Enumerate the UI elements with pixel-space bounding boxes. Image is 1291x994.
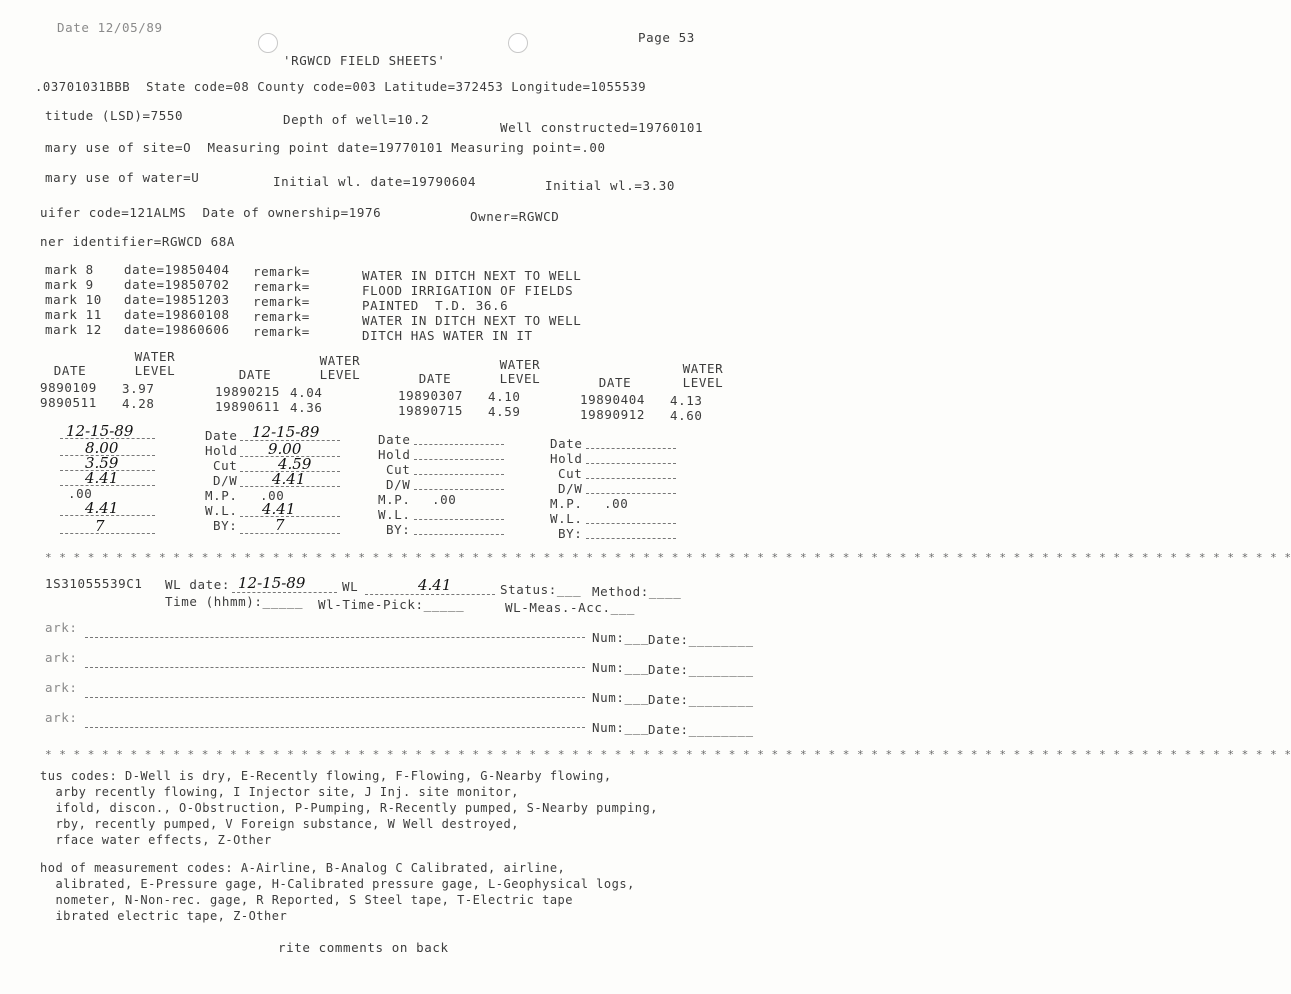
wl-value: 4.28: [122, 396, 155, 411]
binder-hole-left: [258, 33, 278, 53]
entry4-date-line[interactable]: [586, 448, 676, 449]
wl-date-value: 12-15-89: [238, 574, 306, 592]
entry4-wl-line[interactable]: [586, 523, 676, 524]
comment-prefix: ark:: [45, 620, 78, 635]
comment-line[interactable]: [85, 667, 585, 668]
well-constructed: Well constructed=19760101: [500, 120, 704, 135]
date-field[interactable]: Date:________: [648, 722, 754, 737]
primary-use-of-site: mary use of site=O Measuring point date=19770101 Measuring point=.00: [45, 140, 606, 155]
wl-date: 19890912: [580, 407, 646, 422]
col1-header-date: DATE: [53, 363, 87, 378]
wl-value: 4.41: [418, 576, 452, 594]
initial-wl-date: Initial wl. date=19790604: [273, 174, 477, 189]
comment-prefix: ark:: [45, 710, 78, 725]
wl-date: 9890109: [40, 380, 97, 395]
altitude: titude (LSD)=7550: [45, 108, 184, 123]
footer-note: rite comments on back: [278, 940, 449, 955]
entry4-dw-label: D/W: [558, 481, 583, 496]
wl-meas-acc-field[interactable]: WL-Meas.-Acc.___: [505, 600, 636, 615]
entry4-mp-label: M.P.: [550, 496, 583, 511]
status-codes-legend: tus codes: D-Well is dry, E-Recently flowing, F-Flowing, G-Nearby flowing, arby recently flowing, I Injector site, J Inj. site monitor, ifold, discon., O-Obstruction, P-Pumping, R-Recently pumped, S-Nearby pumping, rby, recently pumped, V Foreign substance, W Well destroyed, rface water effects, Z-Other: [40, 769, 658, 847]
entry4-hold-label: Hold: [550, 451, 583, 466]
print-date: Date 12/05/89: [57, 20, 163, 35]
entry2-mp: .00: [260, 488, 285, 503]
remark-num: mark 12: [45, 322, 102, 337]
remark-date: date=19851203: [124, 292, 230, 307]
col2-header-water: WATER: [319, 353, 361, 368]
entry4-mp: .00: [604, 496, 629, 511]
entry1-by: 7: [95, 517, 105, 535]
entry3-cut-line[interactable]: [414, 474, 504, 475]
remark-num: mark 8: [45, 262, 102, 277]
entry1-mp: .00: [68, 486, 93, 501]
num-field[interactable]: Num:___: [592, 630, 649, 645]
remark-text: PAINTED T.D. 36.6: [362, 298, 509, 313]
col4-header-date: DATE: [598, 375, 632, 390]
entry1-by-line[interactable]: [60, 533, 155, 534]
remark-text: WATER IN DITCH NEXT TO WELL: [362, 268, 582, 283]
entry4-dw-line[interactable]: [586, 493, 676, 494]
entry2-cut-label: Cut: [213, 458, 238, 473]
col3-header-date: DATE: [418, 371, 452, 386]
wl-value: 4.10: [488, 389, 521, 404]
col4-header-water: WATER: [682, 361, 724, 376]
wl-date-line[interactable]: [232, 592, 337, 593]
wl-date-label: WL date:: [165, 577, 231, 592]
entry3-dw-line[interactable]: [414, 489, 504, 490]
entry3-wl-line[interactable]: [414, 519, 504, 520]
wl-time-pick-field[interactable]: Wl-Time-Pick:_____: [318, 597, 465, 612]
aquifer-code: uifer code=121ALMS Date of ownership=1976: [40, 205, 382, 220]
wl-date: 19890611: [215, 399, 281, 414]
entry3-dw-label: D/W: [386, 477, 411, 492]
entry3-date-line[interactable]: [414, 444, 504, 445]
entry2-mp-label: M.P.: [205, 488, 238, 503]
comment-prefix: ark:: [45, 650, 78, 665]
remark-label: remark=: [253, 279, 310, 294]
wl-value: 4.36: [290, 400, 323, 415]
remark-label: remark=: [253, 309, 310, 324]
entry4-date-label: Date: [550, 436, 583, 451]
entry2-dw-label: D/W: [213, 473, 238, 488]
comment-line[interactable]: [85, 637, 585, 638]
remark-num: mark 9: [45, 277, 102, 292]
entry1-cut: 3.59: [85, 454, 119, 472]
comment-prefix: ark:: [45, 680, 78, 695]
entry2-date: 12-15-89: [252, 423, 320, 441]
wl-date: 19890404: [580, 392, 646, 407]
col2-header-level: LEVEL: [319, 367, 361, 382]
method-field[interactable]: Method:____: [592, 584, 682, 599]
num-field[interactable]: Num:___: [592, 690, 649, 705]
remark-date: date=19850404: [124, 262, 230, 277]
comment-line[interactable]: [85, 697, 585, 698]
wl-date: 19890715: [398, 403, 464, 418]
entry3-hold-label: Hold: [378, 447, 411, 462]
wl-date: 19890307: [398, 388, 464, 403]
entry2-dw: 4.41: [272, 470, 306, 488]
entry3-date-label: Date: [378, 432, 411, 447]
page-number: Page 53: [638, 30, 695, 45]
date-field[interactable]: Date:________: [648, 632, 754, 647]
binder-hole-right: [508, 33, 528, 53]
date-field[interactable]: Date:________: [648, 662, 754, 677]
remark-date: date=19850702: [124, 277, 230, 292]
col3-header-water: WATER: [499, 357, 541, 372]
entry4-cut-line[interactable]: [586, 478, 676, 479]
entry2-hold-label: Hold: [205, 443, 238, 458]
entry1-wl: 4.41: [85, 499, 119, 517]
entry3-by-label: BY:: [386, 522, 411, 537]
wl-label: WL: [342, 579, 359, 594]
entry1-date: 12-15-89: [66, 422, 134, 440]
entry3-cut-label: Cut: [386, 462, 411, 477]
entry2-by: 7: [275, 516, 285, 534]
method-codes-legend: hod of measurement codes: A-Airline, B-Analog C Calibrated, airline, alibrated, E-Pressure gage, H-Calibrated pressure gage, L-Geophysical logs, nometer, N-Non-rec. gage, R Reported, S Steel tape, T-Electric tape ibrated electric tape, Z-Other: [40, 861, 635, 923]
wl-date: 9890511: [40, 395, 97, 410]
entry4-wl-label: W.L.: [550, 511, 583, 526]
remark-num: mark 10: [45, 292, 102, 307]
entry2-hold: 9.00: [268, 440, 302, 458]
time-field[interactable]: Time (hhmm):_____: [165, 594, 304, 609]
col4-header-level: LEVEL: [682, 375, 724, 390]
remark-num: mark 11: [45, 307, 102, 322]
entry1-hold: 8.00: [85, 439, 119, 457]
wl-value-line[interactable]: [365, 594, 495, 595]
date-field[interactable]: Date:________: [648, 692, 754, 707]
entry4-by-line[interactable]: [586, 538, 676, 539]
remark-text: DITCH HAS WATER IN IT: [362, 328, 533, 343]
entry2-by-line[interactable]: [240, 533, 340, 534]
remark-label: remark=: [253, 294, 310, 309]
initial-wl: Initial wl.=3.30: [545, 178, 676, 193]
wl-value: 4.60: [670, 408, 703, 423]
entry2-by-label: BY:: [213, 518, 238, 533]
entry3-by-line[interactable]: [414, 534, 504, 535]
remark-label: remark=: [253, 324, 310, 339]
entry2-date-label: Date: [205, 428, 238, 443]
entry4-hold-line[interactable]: [586, 463, 676, 464]
col1-header-water: WATER: [134, 349, 176, 364]
remark-date: date=19860108: [124, 307, 230, 322]
wl-value: 3.97: [122, 381, 155, 396]
comment-line[interactable]: [85, 727, 585, 728]
remark-text: WATER IN DITCH NEXT TO WELL: [362, 313, 582, 328]
col2-header-date: DATE: [238, 367, 272, 382]
wl-date: 19890215: [215, 384, 281, 399]
col3-header-level: LEVEL: [499, 371, 541, 386]
entry3-hold-line[interactable]: [414, 459, 504, 460]
owner: Owner=RGWCD: [470, 209, 560, 224]
star-divider: * * * * * * * * * * * * * * * * * * * * * * * * * * * * * * * * * * * * * * * * * * * * * * * * * * * * * * * * * * * * * * * * * * * * * * * * * * * * * * * * * * * * * * * *: [45, 551, 1291, 564]
entry1-dw: 4.41: [85, 469, 119, 487]
num-field[interactable]: Num:___: [592, 720, 649, 735]
entry3-wl-label: W.L.: [378, 507, 411, 522]
star-divider: * * * * * * * * * * * * * * * * * * * * * * * * * * * * * * * * * * * * * * * * * * * * * * * * * * * * * * * * * * * * * * * * * * * * * * * * * * * * * * * * * * * * * * * *: [45, 748, 1291, 761]
entry2-wl-label: W.L.: [205, 503, 238, 518]
entry2-cut: 4.59: [278, 455, 312, 473]
entry3-mp-label: M.P.: [378, 492, 411, 507]
depth-of-well: Depth of well=10.2: [283, 112, 430, 127]
site-info-line-1: .03701031BBB State code=08 County code=003 Latitude=372453 Longitude=1055539: [35, 80, 647, 94]
col1-header-level: LEVEL: [134, 363, 176, 378]
entry3-mp: .00: [432, 492, 457, 507]
status-field[interactable]: Status:___: [500, 582, 582, 597]
entry4-by-label: BY:: [558, 526, 583, 541]
site-number: 1S31055539C1: [45, 576, 143, 591]
owner-identifier: ner identifier=RGWCD 68A: [40, 234, 236, 249]
wl-value: 4.59: [488, 404, 521, 419]
page-title: 'RGWCD FIELD SHEETS': [283, 53, 446, 68]
entry4-cut-label: Cut: [558, 466, 583, 481]
remark-date: date=19860606: [124, 322, 230, 337]
num-field[interactable]: Num:___: [592, 660, 649, 675]
remark-label: remark=: [253, 264, 310, 279]
wl-value: 4.04: [290, 385, 323, 400]
wl-value: 4.13: [670, 393, 703, 408]
entry2-wl: 4.41: [262, 500, 296, 518]
primary-use-of-water: mary use of water=U: [45, 170, 200, 185]
remark-text: FLOOD IRRIGATION OF FIELDS: [362, 283, 574, 298]
